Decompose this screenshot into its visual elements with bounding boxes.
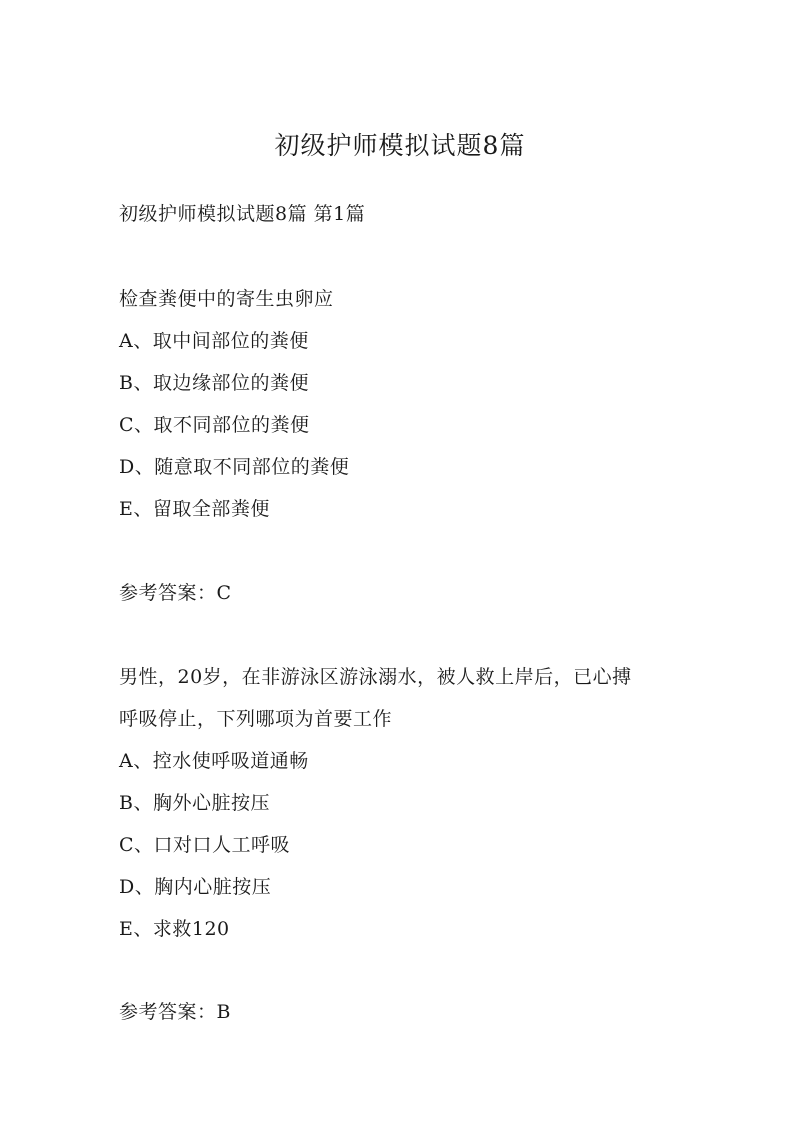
question-1-option-c: C、取不同部位的粪便 [119,414,310,436]
question-2-answer: 参考答案：B [119,1001,231,1023]
document-title: 初级护师模拟试题8篇 [274,131,526,160]
question-2-option-c: C、口对口人工呼吸 [119,834,291,856]
question-2-stem-line-1: 男性，20岁，在非游泳区游泳溺水，被人救上岸后，已心搏 [119,666,632,688]
question-2-option-e: E、求救120 [119,918,230,940]
question-2-stem-line-2: 呼吸停止，下列哪项为首要工作 [119,708,393,730]
question-1-option-b: B、取边缘部位的粪便 [119,372,309,394]
question-2-option-a: A、控水使呼吸道通畅 [119,750,309,772]
question-1-answer: 参考答案：C [119,582,232,604]
question-1-option-e: E、留取全部粪便 [119,498,270,520]
question-2-option-d: D、胸内心脏按压 [119,876,272,898]
question-1-option-a: A、取中间部位的粪便 [119,330,309,352]
question-2-option-b: B、胸外心脏按压 [119,792,270,814]
question-1-stem: 检查粪便中的寄生虫卵应 [119,288,334,310]
document-subtitle: 初级护师模拟试题8篇 第1篇 [119,203,366,225]
question-1-option-d: D、随意取不同部位的粪便 [119,456,350,478]
